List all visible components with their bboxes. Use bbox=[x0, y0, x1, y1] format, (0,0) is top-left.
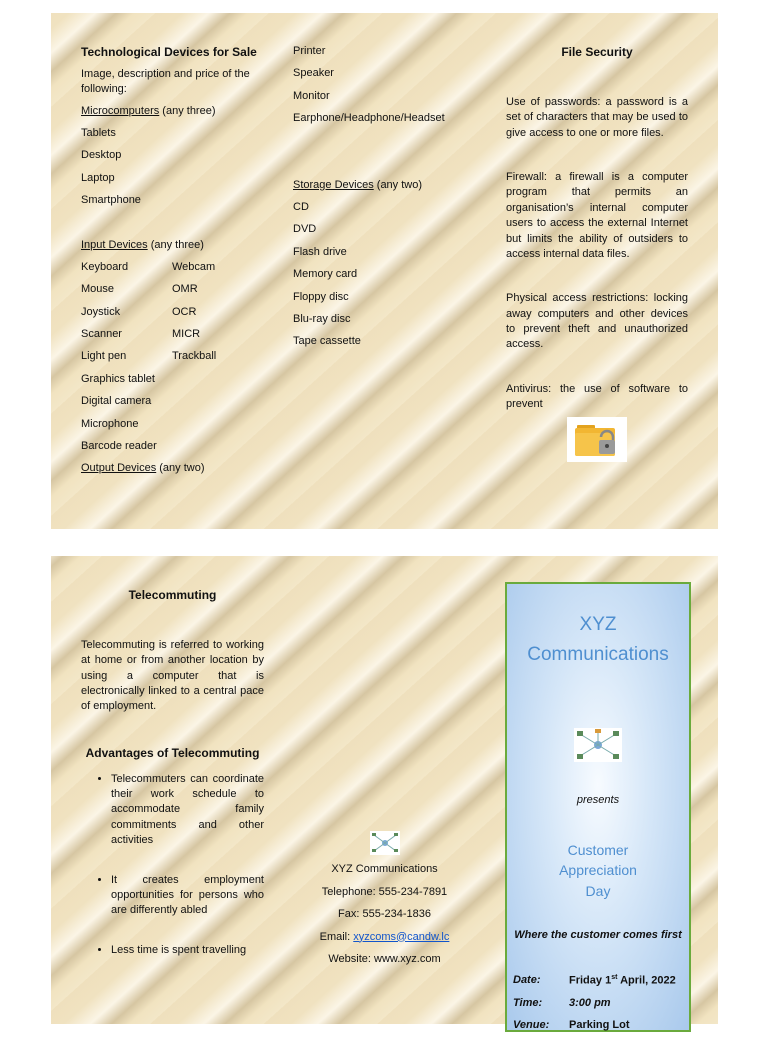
input-devices-heading: Input Devices (any three) bbox=[81, 238, 204, 251]
storage-item: Tape cassette bbox=[293, 335, 361, 348]
telecommuting-column bbox=[81, 587, 264, 982]
antivirus-paragraph: Antivirus: the use of software to prevent bbox=[506, 382, 688, 411]
storage-item: CD bbox=[293, 200, 309, 213]
input-item: Graphics tablet bbox=[81, 372, 155, 385]
contact-column bbox=[316, 831, 453, 975]
event-details bbox=[513, 974, 683, 1042]
output-devices-heading: Output Devices (any two) bbox=[81, 462, 205, 475]
output-item: Earphone/Headphone/Headset bbox=[293, 112, 445, 125]
list-item: • Less time is spent travelling bbox=[111, 943, 264, 958]
brochure-page-outside bbox=[51, 556, 718, 1031]
cover-title: XYZ Communications bbox=[527, 614, 669, 666]
company-name: XYZ Communications bbox=[331, 863, 438, 875]
storage-devices-heading: Storage Devices (any two) bbox=[293, 178, 423, 191]
email-line: Email: xyzcoms@candw.lc bbox=[319, 930, 450, 943]
micro-item: Tablets bbox=[81, 126, 116, 139]
telecommuting-heading: Telecommuting bbox=[128, 588, 217, 602]
event-title: Customer Appreciation Day bbox=[559, 842, 637, 899]
file-security-column bbox=[506, 44, 688, 462]
devices-heading: Technological Devices for Sale bbox=[81, 45, 257, 59]
fax: Fax: 555-234-1836 bbox=[338, 908, 431, 920]
firewall-paragraph: Firewall: a firewall is a computer program that permits an organisation’s internal computer users to access the external Internet but limits the ability of outsiders to access internal data files. bbox=[506, 170, 688, 260]
network-diagram-icon bbox=[574, 728, 622, 762]
output-item: Monitor bbox=[293, 89, 330, 102]
storage-item: Memory card bbox=[293, 268, 358, 281]
storage-item: Floppy disc bbox=[293, 290, 349, 303]
telecommuting-description: Telecommuting is referred to working at home or from another location by using a computer that is electronically linked to a central pace of employment. bbox=[81, 638, 264, 713]
input-item-row: Mouse OMR bbox=[81, 283, 198, 296]
micro-item: Laptop bbox=[81, 171, 115, 184]
micro-item: Smartphone bbox=[81, 194, 141, 207]
tagline: Where the customer comes first bbox=[514, 929, 682, 941]
brochure-page-inside bbox=[51, 13, 718, 529]
devices-column bbox=[81, 44, 271, 484]
input-item: Digital camera bbox=[81, 395, 152, 408]
output-item: Printer bbox=[293, 45, 326, 57]
folder-lock-icon bbox=[567, 417, 627, 462]
input-item-row: Scanner MICR bbox=[81, 328, 201, 341]
telephone: Telephone: 555-234-7891 bbox=[321, 885, 448, 898]
devices-intro: Image, description and price of the following: bbox=[81, 67, 250, 96]
output-storage-column bbox=[293, 44, 483, 357]
network-diagram-icon bbox=[370, 831, 400, 855]
passwords-paragraph: Use of passwords: a password is a set of characters that may be used to give access to one or more files. bbox=[506, 95, 688, 139]
input-item-row: Light pen Trackball bbox=[81, 350, 217, 363]
advantages-list bbox=[81, 772, 264, 959]
microcomputers-heading: Microcomputers (any three) bbox=[81, 104, 216, 117]
file-security-heading: File Security bbox=[561, 45, 633, 59]
storage-item: Flash drive bbox=[293, 245, 347, 258]
presents-text: presents bbox=[576, 794, 620, 806]
website: Website: www.xyz.com bbox=[328, 953, 441, 965]
list-item: • Telecommuters can coordinate their work schedule to accommodate family commitments and other activities bbox=[111, 772, 264, 849]
input-item-row: Joystick OCR bbox=[81, 305, 197, 318]
physical-access-paragraph: Physical access restrictions: locking away computers and other devices to prevent theft and unauthorized access. bbox=[506, 292, 688, 351]
input-item: Barcode reader bbox=[81, 440, 157, 453]
micro-item: Desktop bbox=[81, 149, 122, 162]
input-item: Microphone bbox=[81, 417, 139, 430]
storage-item: DVD bbox=[293, 223, 317, 236]
venue-row: Venue: Parking Lot bbox=[513, 1019, 630, 1031]
storage-item: Blu-ray disc bbox=[293, 312, 351, 325]
time-row: Time: 3:00 pm bbox=[513, 996, 611, 1009]
cover-panel bbox=[505, 582, 691, 1032]
date-row: Date: Friday 1st April, 2022 bbox=[513, 974, 676, 987]
list-item: • It creates employment opportunities for persons who are differently abled bbox=[111, 873, 264, 919]
email-link[interactable]: xyzcoms@candw.lc bbox=[353, 930, 450, 943]
advantages-heading: Advantages of Telecommuting bbox=[85, 745, 260, 760]
output-item: Speaker bbox=[293, 67, 334, 80]
input-item-row: Keyboard Webcam bbox=[81, 260, 216, 273]
